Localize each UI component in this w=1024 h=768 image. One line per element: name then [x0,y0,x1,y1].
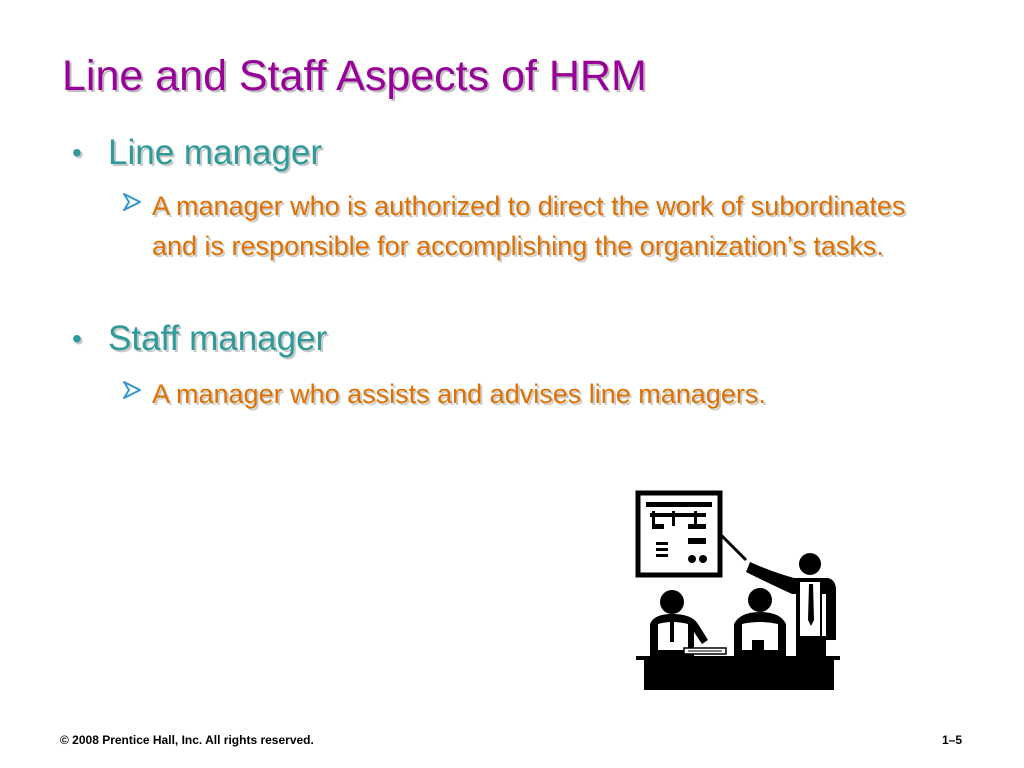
bullet-label: Line manager [108,133,323,172]
bullet-staff-manager [72,318,327,360]
presentation-meeting-icon [632,490,844,692]
bullet-line-manager [72,132,322,174]
footer-page-number: 1–5 [941,733,962,747]
bullet-dot-icon: • [72,137,82,168]
arrow-bullet-icon [122,186,152,212]
arrow-bullet-icon [122,374,152,400]
definition-text: A manager who assists and advises line managers. [152,379,766,409]
sub-bullet-staff-manager-definition [122,374,942,414]
footer-copyright: © 2008 Prentice Hall, Inc. All rights reserved. [60,733,314,747]
bullet-label: Staff manager [108,319,328,358]
bullet-dot-icon: • [72,323,82,354]
sub-bullet-line-manager-definition [122,186,942,266]
slide-title: Line and Staff Aspects of HRM [62,52,647,100]
definition-text: A manager who is authorized to direct the work of subordinates and is responsible for accomplishing the organization’s tasks. [152,191,906,261]
